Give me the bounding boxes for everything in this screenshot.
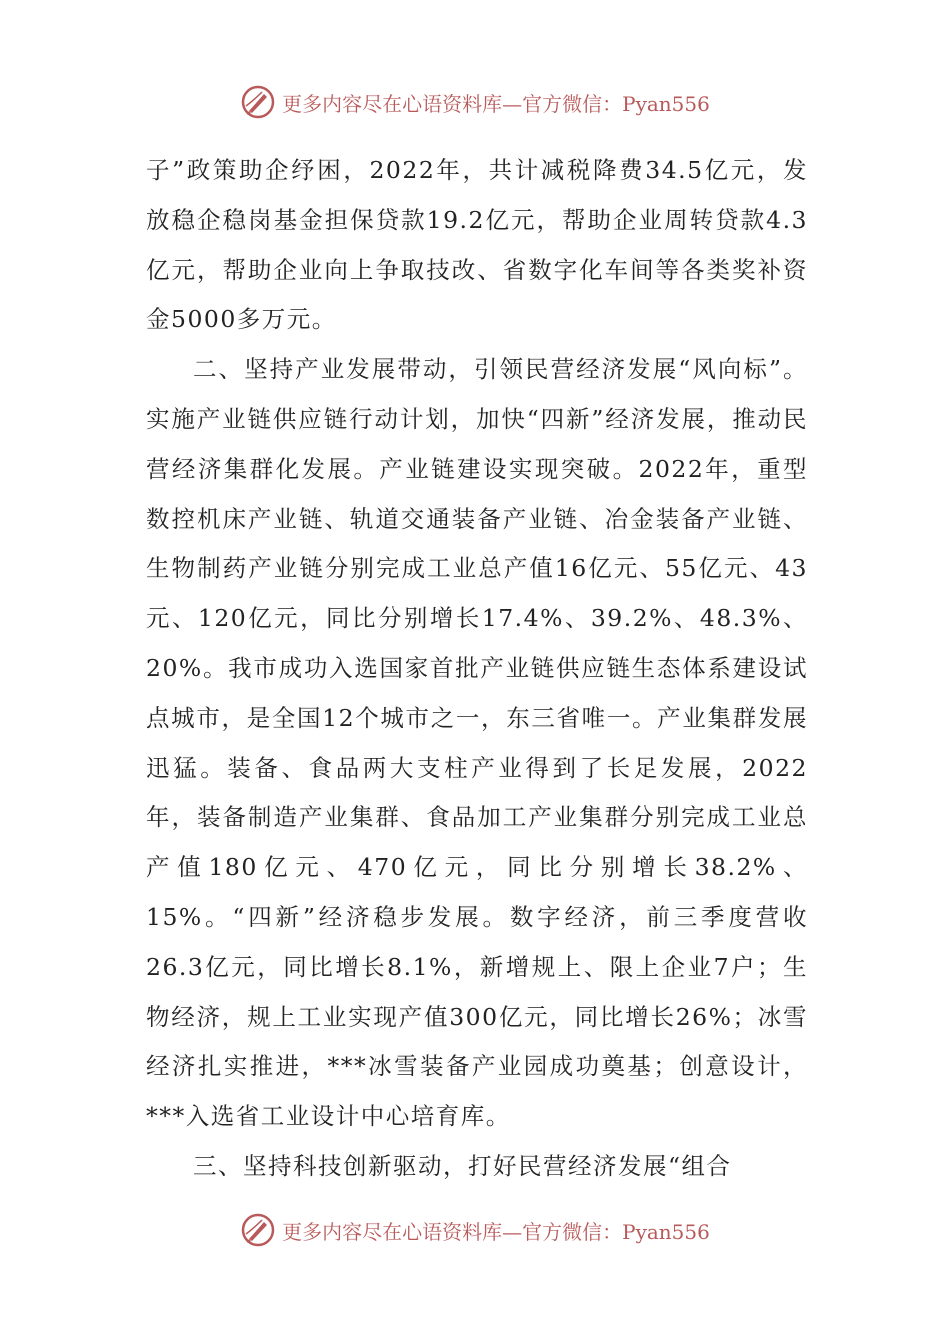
quill-pen-icon (240, 84, 276, 120)
document-body (146, 146, 808, 1192)
body-paragraph-1: 子”政策助企纾困，2022年，共计减税降费34.5亿元，发放稳企稳岗基金担保贷款19.2亿元，帮助企业周转贷款4.3亿元，帮助企业向上争取技改、省数字化车间等各类奖补资金5000多万元。 (146, 156, 808, 334)
quill-pen-icon (240, 1212, 276, 1248)
body-paragraph-2: 二、坚持产业发展带动，引领民营经济发展“风向标”。实施产业链供应链行动计划，加快“四新”经济发展，推动民营经济集群化发展。产业链建设实现突破。2022年，重型数控机床产业链、轨道交通装备产业链、冶金装备产业链、生物制药产业链分别完成工业总产值16亿元、55亿元、43元、120亿元，同比分别增长17.4%、39.2%、48.3%、20%。我市成功入选国家首批产业链供应链生态体系建设试点城市，是全国12个城市之一，东三省唯一。产业集群发展迅猛。装备、食品两大支柱产业得到了长足发展，2022年，装备制造产业集群、食品加工产业集群分别完成工业总产值180亿元、470亿元，同比分别增长38.2%、15%。“四新”经济稳步发展。数字经济，前三季度营收26.3亿元，同比增长8.1%，新增规上、限上企业7户；生物经济，规上工业实现产值300亿元，同比增长26%；冰雪经济扎实推进，***冰雪装备产业园成功奠基；创意设计，***入选省工业设计中心培育库。 (146, 355, 808, 1131)
footer-banner-text: 更多内容尽在心语资料库—官方微信：Pyan556 (282, 1219, 710, 1244)
body-paragraph-3: 三、坚持科技创新驱动，打好民营经济发展“组合 (193, 1151, 732, 1180)
header-banner-text: 更多内容尽在心语资料库—官方微信：Pyan556 (282, 91, 710, 116)
footer-banner (0, 1212, 950, 1248)
header-banner (0, 84, 950, 120)
